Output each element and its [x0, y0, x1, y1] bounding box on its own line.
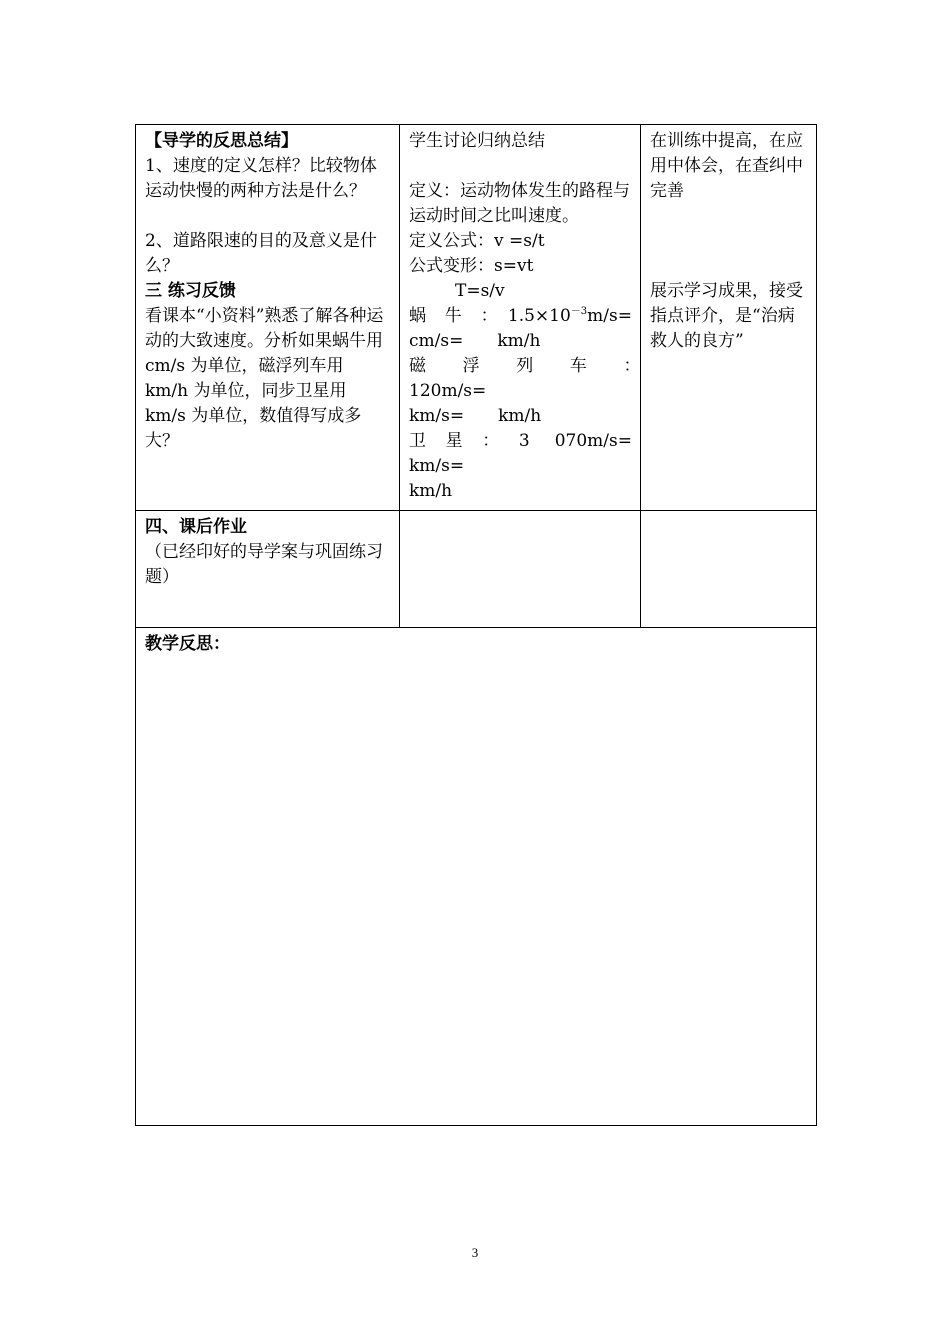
- reflection-cell: [136, 628, 817, 1126]
- snail-line: [409, 304, 632, 329]
- practice-text: 看课本“小资料”熟悉了解各种运动的大致速度。分析如果蜗牛用 cm/s 为单位，磁浮列车用 km/h 为单位，同步卫星用 km/s 为单位，数值得写成多大？: [145, 306, 384, 451]
- spacer: [650, 229, 808, 254]
- table-row: [136, 125, 817, 511]
- definition-formula: 定义公式：v =s/t: [409, 231, 545, 251]
- satellite-conversion: km/h: [409, 481, 453, 501]
- snail-conversion: cm/s= km/h: [409, 331, 541, 351]
- discussion-intro: 学生讨论归纳总结: [409, 131, 545, 151]
- snail-exponent: －3: [570, 306, 588, 317]
- spacer: [409, 154, 632, 179]
- notes-cell: [641, 125, 817, 511]
- formula-transform: 公式变形：s=vt: [409, 256, 534, 276]
- maglev-line: 磁 浮 列 车 ： 120m/s=: [409, 356, 649, 401]
- empty-cell: [641, 511, 817, 628]
- spacer: [650, 204, 808, 229]
- snail-unit: m/s=: [587, 306, 632, 326]
- summary-cell: [136, 125, 400, 511]
- homework-text: （已经印好的导学案与巩固练习题）: [145, 542, 383, 587]
- homework-heading: 四、课后作业: [145, 517, 247, 537]
- page-number: 3: [471, 1245, 479, 1260]
- lesson-plan-table: [135, 124, 817, 1126]
- spacer: [145, 204, 391, 229]
- snail-label: 蜗 牛 ： 1.5×10: [409, 306, 571, 326]
- maglev-conversion: km/s= km/h: [409, 406, 542, 426]
- practice-heading: 三 练习反馈: [145, 281, 236, 301]
- discussion-cell: [400, 125, 666, 511]
- table-row: [136, 511, 817, 628]
- teaching-note-1: 在训练中提高，在应用中体会，在查纠中完善: [650, 131, 803, 201]
- question-1: 1、速度的定义怎样？比较物体运动快慢的两种方法是什么？: [145, 156, 377, 201]
- empty-cell: [400, 511, 641, 628]
- formula-transform-2: T=s/v: [455, 281, 505, 301]
- spacer: [650, 254, 808, 279]
- question-2: 2、道路限速的目的及意义是什么？: [145, 231, 377, 276]
- teaching-note-2: 展示学习成果，接受指点评介，是“治病救人的良方”: [650, 281, 803, 351]
- summary-heading: 【导学的反思总结】: [145, 131, 298, 151]
- homework-cell: [136, 511, 400, 628]
- reflection-heading: 教学反思：: [145, 634, 230, 654]
- satellite-line: 卫星：3 070m/s= km/s=: [409, 431, 666, 476]
- table-row: [136, 628, 817, 1126]
- speed-definition: 定义：运动物体发生的路程与运动时间之比叫速度。: [409, 181, 630, 226]
